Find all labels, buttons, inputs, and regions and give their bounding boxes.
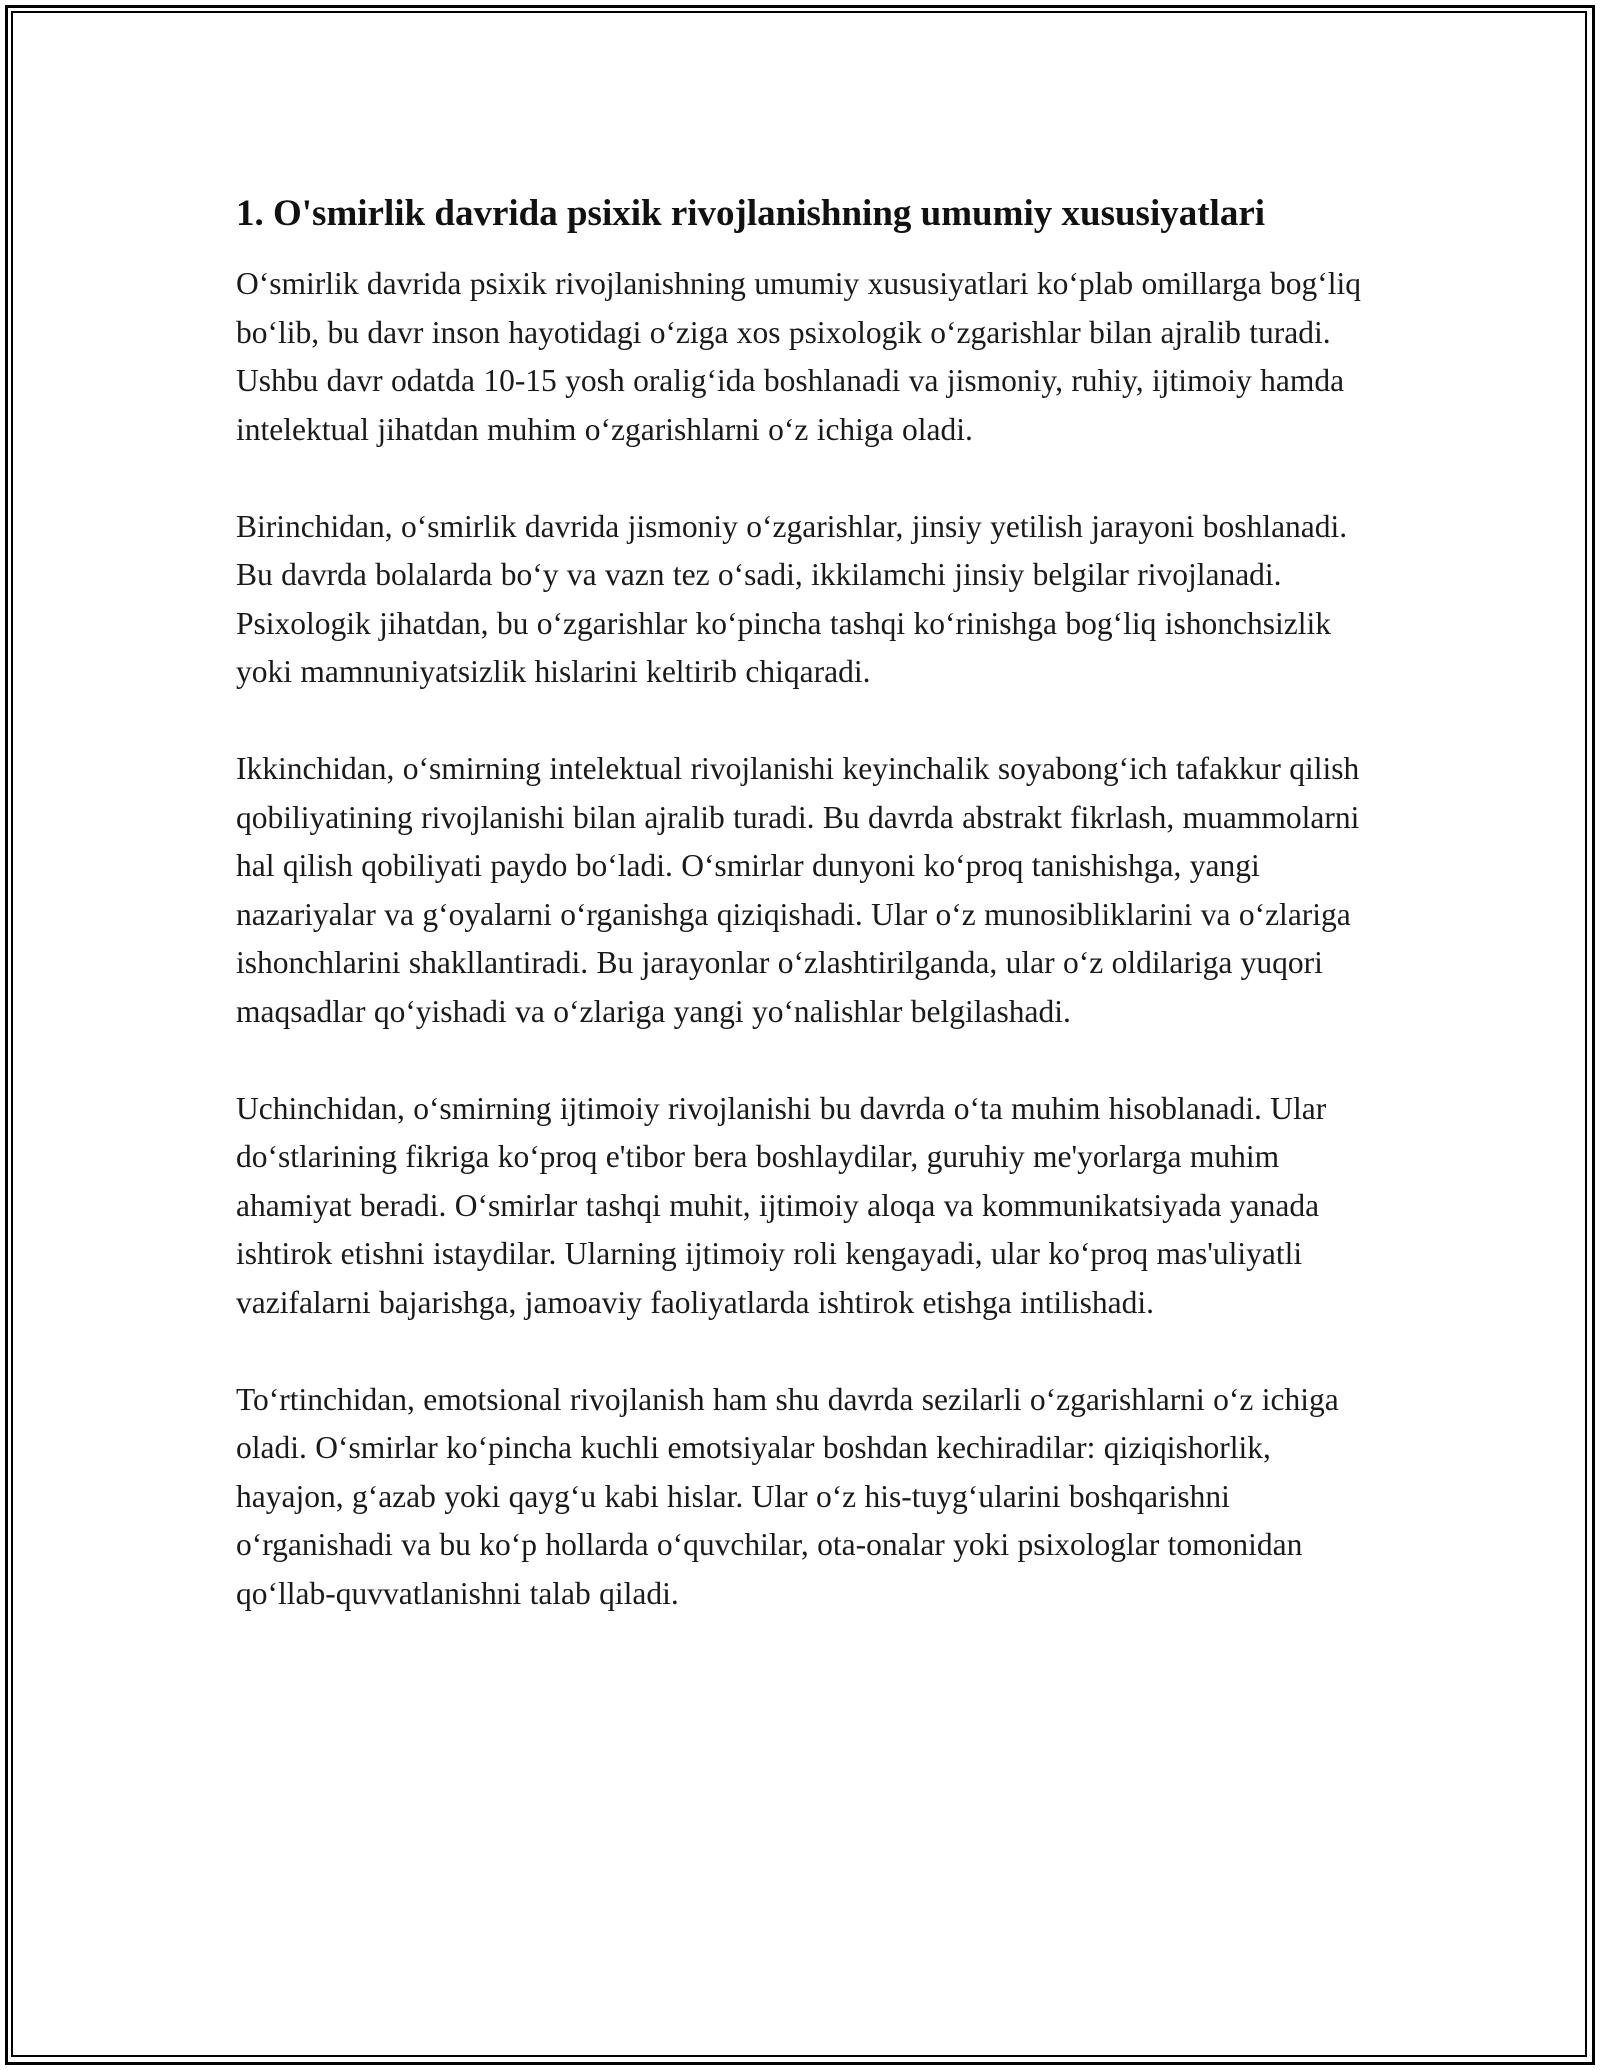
paragraph-intro: O‘smirlik davrida psixik rivojlanishning umumiy xususiyatlari ko‘plab omillarga bog‘liq bo‘lib, bu davr inson hayotidagi o‘ziga xos psixologik o‘zgarishlar bilan ajralib turadi. Ushbu davr odatda 10-15 yosh oralig‘ida boshlanadi va jismoniy, ruhiy, ijtimoiy hamda intelektual jihatdan muhim o‘zgarishlarni o‘z ichiga oladi.	[236, 266, 1362, 447]
section-heading: 1. O'smirlik davrida psixik rivojlanishning umumiy xususiyatlari	[236, 193, 1266, 234]
paragraph-emotional-development: To‘rtinchidan, emotsional rivojlanish ham shu davrda sezilarli o‘zgarishlarni o‘z ichiga oladi. O‘smirlar ko‘pincha kuchli emotsiyalar boshdan kechiradilar: qiziqishorlik, hayajon, g‘azab yoki qayg‘u kabi hislar. Ular o‘z his-tuyg‘ularini boshqarishni o‘rganishadi va bu ko‘p hollarda o‘quvchilar, ota-onalar yoki psixologlar tomonidan qo‘llab-quvvatlanishni talab qiladi.	[236, 1381, 1339, 1611]
paragraph-social-development: Uchinchidan, o‘smirning ijtimoiy rivojlanishi bu davrda o‘ta muhim hisoblanadi. Ular do‘stlarining fikriga ko‘proq e'tibor bera boshlaydilar, guruhiy me'yorlarga muhim ahamiyat beradi. O‘smirlar tashqi muhit, ijtimoiy aloqa va kommunikatsiyada yanada ishtirok etishni istaydilar. Ularning ijtimoiy roli kengayadi, ular ko‘proq mas'uliyatli vazifalarni bajarishga, jamoaviy faoliyatlarda ishtirok etishga intilishadi.	[236, 1090, 1327, 1320]
paragraph-physical-changes: Birinchidan, o‘smirlik davrida jismoniy o‘zgarishlar, jinsiy yetilish jarayoni boshlanadi. Bu davrda bolalarda bo‘y va vazn tez o‘sadi, ikkilamchi jinsiy belgilar rivojlanadi. Psixologik jihatdan, bu o‘zgarishlar ko‘pincha tashqi ko‘rinishga bog‘liq ishonchsizlik yoki mamnuniyatsizlik hislarini keltirib chiqaradi.	[236, 508, 1348, 689]
document-body	[236, 186, 1376, 1618]
paragraph-intellectual-development: Ikkinchidan, o‘smirning intelektual rivojlanishi keyinchalik soyabong‘ich tafakkur qilish qobiliyatining rivojlanishi bilan ajralib turadi. Bu davrda abstrakt fikrlash, muammolarni hal qilish qobiliyati paydo bo‘ladi. O‘smirlar dunyoni ko‘proq tanishishga, yangi nazariyalar va g‘oyalarni o‘rganishga qiziqishadi. Ular o‘z munosibliklarini va o‘zlariga ishonchlarini shakllantiradi. Bu jarayonlar o‘zlashtirilganda, ular o‘z oldilariga yuqori maqsadlar qo‘yishadi va o‘zlariga yangi yo‘nalishlar belgilashadi.	[236, 751, 1360, 1029]
